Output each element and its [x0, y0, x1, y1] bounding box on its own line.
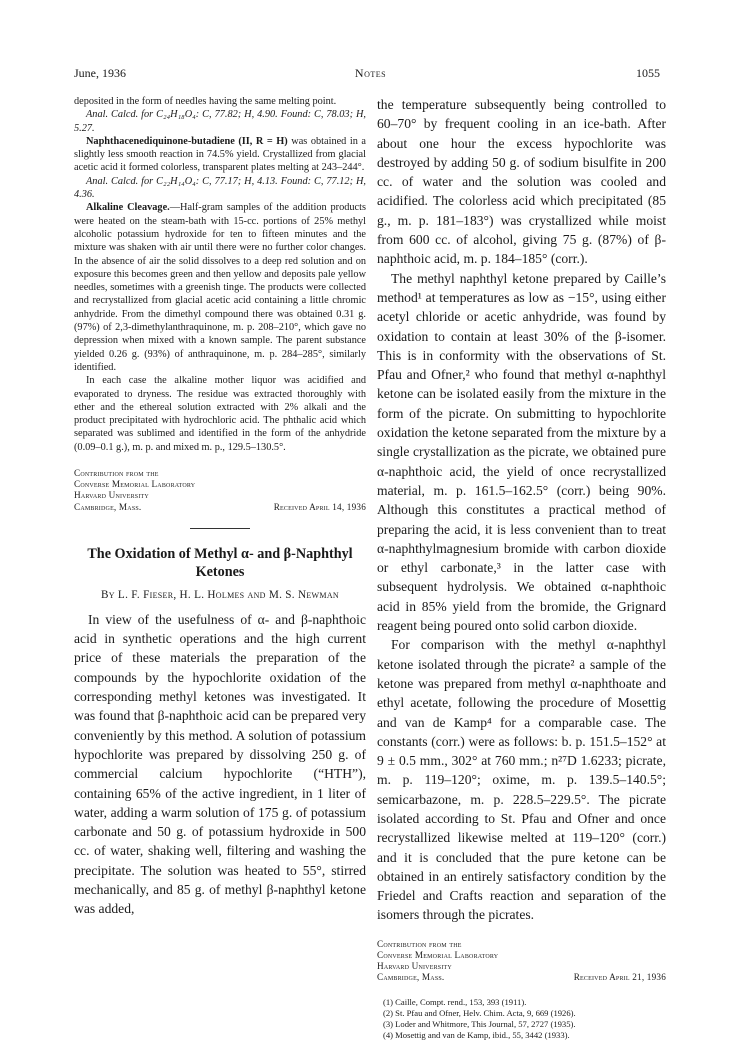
right-column	[377, 95, 666, 1041]
article-byline: By L. F. Fieser, H. L. Holmes and M. S. Newman	[101, 588, 339, 601]
left-paragraph-naphthacene	[74, 135, 366, 175]
left-contribution-1: Contribution from the	[74, 468, 159, 479]
article-divider	[190, 528, 250, 529]
header-section: Notes	[354, 66, 387, 80]
naphthacene-text: was obtained in a slightly less smooth reaction in 74.5% yield. Crystallized from glacial acetic acid it formed colorless, transparent plates melting at 243–244°.	[74, 135, 366, 174]
left-contribution-2: Converse Memorial Laboratory	[74, 479, 196, 490]
right-contribution-3: Harvard University	[377, 961, 452, 972]
article-body-3: The methyl naphthyl ketone prepared by Caille’s method¹ at temperatures as low as −15°, using either acetyl chloride or acetic anhydride, was found by oxidation to contain at least 30% of the β-isomer. This is in conformity with the observations of St. Pfau and Ofner,² who found that methyl α-naphthyl ketone can be isolated easily from the mixture in the form of the picrate. On submitting to hypochlorite oxidation the ketone separated from the mixture by a single crystallization as the picrate, we obtained pure α-naphthoic acid, the yield of once recrystallized material, m. p. 161.5–162.5° (corr.) being 90%. Although this constitutes a practical method of preparing the acid, it is less convenient than to treat α-naphthylmagnesium bromide with carbon dioxide or ethyl carbonate,³ in the latter case with subsequent hydrolysis. We obtained α-naphthoic acid in 85% yield from the bromide, the Grignard reagent being poured onto solid carbon dioxide.	[377, 270, 666, 634]
footnote-4: (4) Mosettig and van de Kamp, ibid., 55, 3442 (1933).	[383, 1029, 570, 1040]
left-analysis-1: Anal. Calcd. for C₂₄H₁₈O₄: C, 77.82; H, 4.90. Found: C, 78.03; H, 5.27.	[74, 109, 366, 134]
left-paragraph-cleavage	[74, 201, 366, 374]
right-contribution-1: Contribution from the	[377, 938, 462, 949]
header-page-number: 1055	[636, 66, 660, 80]
left-column	[74, 95, 366, 919]
footnotes	[377, 997, 666, 1041]
header-date: June, 1936	[74, 66, 126, 80]
cleavage-text: —Half-gram samples of the addition products were heated on the steam-bath with 15-cc. portions of 25% methyl alcoholic potassium hydroxide for ten to fifteen minutes and the mixture was shaken with air until there were no further color changes. In the absence of air the solid dissolves to a deep red solution and on exposure this becomes green and then yellow and deposits pale yellow needles, sometimes with a greenish tinge. The products were collected and recrystallized from glacial acetic acid containing a little chromic anhydride. From the dimethyl compound there was obtained 0.31 g. (97%) of 2,3-dimethylanthraquinone, m. p. 208–210°, which gave no depression when mixed with a known sample. The parent substance yielded 0.26 g. (93%) of anthraquinone, m. p. 284–285°, similarly identified.	[74, 202, 366, 373]
footnote-1: (1) Caille, Compt. rend., 153, 393 (1911).	[383, 996, 527, 1007]
article-title: The Oxidation of Methyl α- and β-Naphthyl Ketones	[87, 545, 353, 580]
footnote-3: (3) Loder and Whitmore, This Journal, 57, 2727 (1935).	[383, 1018, 576, 1029]
left-received-date: Received April 14, 1936	[273, 501, 366, 512]
footnote-2: (2) St. Pfau and Ofner, Helv. Chim. Acta, 9, 669 (1926).	[383, 1007, 576, 1018]
left-received-row	[74, 502, 366, 513]
left-contribution-3: Harvard University	[74, 490, 149, 501]
right-received-date: Received April 21, 1936	[573, 972, 666, 983]
article-body-4: For comparison with the methyl α-naphthyl ketone isolated through the picrate² a sample of the ketone was prepared from methyl α-naphthoate and ethyl acetate, following the procedure of Mosettig and van de Kamp⁴ for a comparable case. The constants (corr.) were as follows: b. p. 151.5–152° at 9 ± 0.5 mm., 302° at 760 mm.; n²⁷D 1.6233; picrate, m. p. 119–120°; oxime, m. p. 139.5–140.5°; semicarbazone, m. p. 228.5–229.5°. The picrate isolated according to St. Pfau and Ofner and once recrystallized likewise melted at 119–120° (corr.) and it is concluded that the pure ketone can be obtained in an entirely satisfactory condition by the Friedel and Crafts reaction and separation of the isomers through the picrates.	[377, 637, 666, 923]
right-contribution-2: Converse Memorial Laboratory	[377, 949, 499, 960]
spacer	[377, 925, 666, 939]
naphthacene-heading: Naphthacenediquinone-butadiene (II, R = H)	[86, 135, 288, 147]
right-received-row	[377, 972, 666, 983]
left-analysis-2: Anal. Calcd. for C₂₂H₁₄O₄: C, 77.17; H, 4.13. Found: C, 77.12; H, 4.36.	[74, 175, 366, 201]
cleavage-heading: Alkaline Cleavage.	[86, 202, 170, 214]
left-contribution-4: Cambridge, Mass.	[74, 501, 142, 512]
article-body-1: In view of the usefulness of α- and β-naphthoic acid in synthetic operations and the high current price of these materials the preparation of the compounds by the hypochlorite oxidation of the corresponding methyl ketones was investigated. It was found that β-naphthoic acid can be prepared very conveniently by this method. A solution of potassium hypochlorite was prepared by dissolving 250 g. of commercial calcium hypochlorite (“HTH”), containing 65% of the active ingredient, in 1 liter of water, adding a warm solution of 175 g. of potassium carbonate and 50 g. of potassium hydroxide in 500 cc. of water, shaking well, filtering and washing the precipitate. The solution was heated to 55°, stirred mechanically, and 85 g. of methyl β-naphthyl ketone was added,	[74, 611, 366, 917]
article-body-2: the temperature subsequently being controlled to 60–70° by frequent cooling in an ice-bath. After about one hour the excess hypochlorite was destroyed by adding 50 g. of sodium bisulfite in 200 cc. of water and the solution was cooled and acidified. The colorless acid which precipitated (85 g., m. p. 181–183°) was crystallized while moist from 600 cc. of alcohol, giving 75 g. (87%) of β-naphthoic acid, m. p. 184–185° (corr.).	[377, 97, 666, 267]
left-paragraph-1: deposited in the form of needles having the same melting point.	[74, 96, 337, 107]
right-contribution-4: Cambridge, Mass.	[377, 972, 445, 983]
spacer	[74, 454, 366, 468]
left-paragraph-mother-liquor: In each case the alkaline mother liquor was acidified and evaporated to dryness. The residue was extracted thoroughly with ether and the ethereal solution extracted with 2% alkali and the product precipitated with hydrochloric acid. The phthalic acid which separated was sublimed and identified in the form of the anhydride (0.09–0.1 g.), m. p. and mixed m. p., 129.5–130.5°.	[74, 375, 366, 453]
